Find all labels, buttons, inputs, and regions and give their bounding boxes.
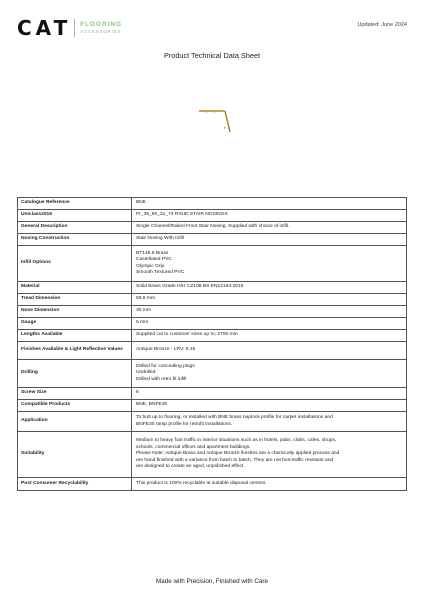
spec-value	[132, 388, 407, 400]
spec-value-line: Solid Brass Grade H/H CZ108 BS EN12164:2016	[136, 284, 244, 290]
spec-label: Uniclass2015	[18, 210, 132, 222]
spec-row	[18, 330, 407, 342]
spec-value-line: Olympic Grip	[136, 263, 165, 269]
spec-value	[132, 294, 407, 306]
spec-label: Post Consumer Recyclability	[18, 478, 132, 491]
spec-value-line: BT149.5 Brass	[136, 250, 169, 256]
spec-value	[132, 318, 407, 330]
spec-row	[18, 246, 407, 282]
spec-value	[132, 400, 407, 412]
spec-label: Finishes Available & Light Reflective Values	[18, 342, 132, 360]
page-header	[17, 16, 407, 38]
spec-row	[18, 342, 407, 360]
spec-label: Tread Dimension	[18, 294, 132, 306]
spec-label: Infill Options	[18, 246, 132, 282]
spec-value-line: Undrilled	[136, 370, 156, 376]
spec-label: General Description	[18, 222, 132, 234]
spec-row	[18, 282, 407, 294]
stair-nosing-product-image	[197, 108, 237, 138]
page-title: Product Technical Data Sheet	[164, 51, 260, 60]
spec-value	[132, 282, 407, 294]
spec-value-line: Single Channel/Raked Front Stair Nosing. Supplied with choice of infill.	[136, 224, 290, 230]
spec-value	[132, 330, 407, 342]
spec-value-line: BNE, BNFE30	[136, 402, 168, 408]
spec-value-line: Stair Nosing With Infill	[136, 236, 184, 242]
updated-date: Updated: June 2024	[357, 22, 407, 28]
spec-value-line: 30 mm	[136, 308, 151, 314]
spec-table	[17, 197, 407, 491]
cat-logo	[17, 16, 122, 40]
spec-value-line: Antique Bronze - LRV: 9.15	[136, 347, 196, 353]
spec-label: Material	[18, 282, 132, 294]
spec-value-line: Medium to heavy foot traffic in interior situations such as in hotels, pubs, clubs, cafes, shops,	[136, 438, 337, 444]
spec-label: Screw Size	[18, 388, 132, 400]
spec-value-line: Pr_35_90_31_74 RIGID STAIR NOSINGS	[136, 212, 228, 218]
logo-divider	[74, 19, 75, 37]
spec-value-line: Smooth Textured PVC	[136, 270, 185, 275]
logo-mark: CAT	[17, 16, 72, 40]
spec-label: Lengths Available	[18, 330, 132, 342]
spec-value-line: 8	[136, 390, 139, 396]
spec-value	[132, 246, 407, 282]
spec-value	[132, 412, 407, 432]
spec-value-line: Drilled with retro fit infill	[136, 376, 187, 382]
spec-row	[18, 306, 407, 318]
spec-row	[18, 222, 407, 234]
spec-value-line: BNFE30 ramp profile for retrofit installations.	[136, 421, 233, 427]
spec-row	[18, 412, 407, 432]
spec-label: Catalogue Reference	[18, 198, 132, 210]
logo-line-2: ACCESSORIES	[80, 29, 122, 34]
spec-label: Drilling	[18, 360, 132, 388]
logo-line-1: FLOORING	[80, 21, 122, 28]
spec-value	[132, 306, 407, 318]
spec-value-line: BN6	[136, 200, 146, 206]
spec-value-line: This product is 100% recyclable at suitable disposal centres.	[136, 480, 267, 486]
spec-row	[18, 198, 407, 210]
spec-row	[18, 234, 407, 246]
spec-row	[18, 388, 407, 400]
spec-row	[18, 360, 407, 388]
spec-row	[18, 432, 407, 478]
spec-value-line: Please Note: Antique Brass and Antique Bronze finishes are a chemically applied process and	[136, 451, 340, 457]
spec-value	[132, 360, 407, 388]
spec-row	[18, 400, 407, 412]
spec-value-line: Supplied cut to customer sizes up to; 2700 mm	[136, 332, 238, 338]
logo-subtitle	[80, 21, 122, 35]
spec-value-line: To butt up to flooring, or installed with BNE brass naplock profile for carpet installations and	[136, 415, 333, 420]
spec-value-line: are designed to create an aged, unpolished effect.	[136, 464, 245, 470]
spec-label: Nosing Construction	[18, 234, 132, 246]
spec-value	[132, 222, 407, 234]
spec-value-line: schools, commercial offices and apartment buildings.	[136, 444, 251, 450]
spec-row	[18, 478, 407, 491]
spec-value-line: 5 mm	[136, 320, 149, 326]
spec-value	[132, 234, 407, 246]
spec-value	[132, 478, 407, 491]
spec-label: Gauge	[18, 318, 132, 330]
spec-value	[132, 210, 407, 222]
spec-label: Compatible Products	[18, 400, 132, 412]
spec-label: Suitability	[18, 432, 132, 478]
spec-value-line: 59.5 mm	[136, 296, 156, 302]
spec-value	[132, 198, 407, 210]
spec-row	[18, 210, 407, 222]
spec-row	[18, 294, 407, 306]
spec-value-line: are hand finished with a variance from batch to batch. They are not foot-traffic resistant and	[136, 457, 334, 463]
spec-value-line: Castellated PVC	[136, 257, 172, 262]
spec-label: Nose Dimension	[18, 306, 132, 318]
footer-tagline: Made with Precision, Finished with Care	[156, 578, 268, 585]
spec-value	[132, 342, 407, 360]
spec-row	[18, 318, 407, 330]
spec-value	[132, 432, 407, 478]
spec-value-line: Drilled for concealing plugs	[136, 363, 195, 369]
spec-label: Application	[18, 412, 132, 432]
